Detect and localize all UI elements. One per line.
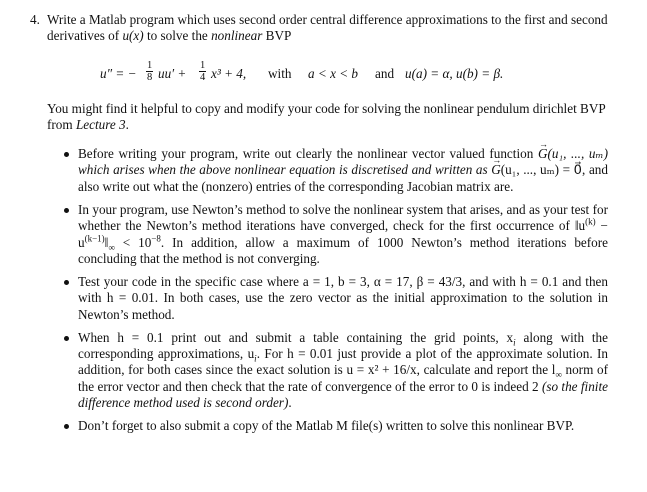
bullet-text: (u₁, ..., uₘ) = 0⃗, and also write out what the (nonzero) entries of the corresponding Jacobian matrix are.: [78, 162, 608, 194]
intro-text-1: Write a Matlab program which uses second order central difference approximations to the first and second derivatives of: [47, 12, 608, 44]
fraction-one-eighth: [146, 60, 153, 83]
intro-variable: u(x): [122, 28, 144, 44]
fraction-numerator: 1: [147, 60, 153, 71]
bullet-text: When h = 0.1 print out and submit a table containing the grid points, x: [78, 329, 514, 345]
bullet-text: ‖: [104, 234, 109, 250]
hint-paragraph: [47, 101, 612, 134]
subscript: ∞: [108, 242, 115, 253]
vector-g: G →: [538, 146, 548, 162]
intro-text-2: to solve the: [143, 28, 212, 44]
list-item: [63, 330, 608, 412]
list-item: [63, 418, 608, 434]
hint-text: You might find it helpful to copy and modify your code for solving the nonlinear pendulum dirichlet BVP from: [47, 101, 606, 133]
bullet-text: < 10: [114, 234, 152, 250]
question-intro: [47, 12, 612, 45]
hint-lecture: Lecture 3: [75, 117, 126, 133]
intro-emphasis: nonlinear: [211, 28, 263, 44]
bullet-emphasis: (so the finite difference method used is second order): [78, 378, 608, 411]
fraction-denominator: 8: [147, 72, 153, 83]
bullet-text: Test your code in the specific case where a = 1, b = 3, α = 17, β = 43/3, and with h = 0.1 and then with h = 0.01. In both cases, use the zero vector as the initial approximation to the solution in Newton’s method.: [78, 273, 608, 322]
vector-g: G →: [491, 162, 501, 178]
bullet-text: − u: [78, 218, 608, 250]
bullet-text: along with the corresponding approximations, u: [78, 329, 608, 361]
bullet-text: In your program, use Newton’s method to solve the nonlinear system that arises, and as your test for whether the Newton’s method iterations have converged, check for the first occurrence of ‖u: [78, 201, 608, 234]
superscript: (k): [585, 216, 596, 227]
bullet-text: norm of the error vector and then check that the rate of convergence of the error to 0 is indeed 2: [78, 362, 608, 394]
bullet-text: Don’t forget to also submit a copy of the Matlab M file(s) written to solve this nonlinear BVP.: [78, 418, 575, 434]
equation-lhs: u″ = −: [100, 66, 137, 81]
equation-with: with: [268, 66, 292, 81]
list-item: [63, 146, 608, 195]
intro-text-3: BVP: [262, 28, 292, 44]
subscript: i: [254, 353, 257, 364]
fraction-numerator: 1: [200, 60, 206, 71]
fraction-one-quarter: [199, 60, 206, 83]
subscript: i: [513, 337, 516, 348]
instruction-list: [63, 146, 608, 441]
subscript: ∞: [555, 370, 562, 381]
superscript: (k−1): [84, 233, 105, 244]
equation-boundary-conditions: u(a) = α, u(b) = β.: [405, 66, 504, 81]
bullet-text: .: [288, 395, 292, 411]
fraction-denominator: 4: [200, 72, 206, 83]
list-item: [63, 274, 608, 323]
bullet-text: . For h = 0.01 just provide a plot of the approximate solution. In addition, for both cases since the exact solution is u = x² + 16/x, calculate and report the l: [78, 345, 608, 378]
equation-range: a < x < b: [308, 66, 359, 81]
bullet-text: Before writing your program, write out clearly the nonlinear vector valued function: [78, 146, 538, 161]
bvp-equation: [100, 58, 620, 90]
equation-and: and: [375, 66, 395, 81]
bullet-text: . In addition, allow a maximum of 1000 Newton’s method iterations before concluding that the method is not converging.: [78, 234, 608, 266]
equation-tail: x³ + 4,: [211, 66, 247, 81]
equation-middle: uu′ +: [158, 66, 187, 81]
list-item: [63, 202, 608, 268]
bullet-text: (u₁, ..., uₘ) which arises when the above nonlinear equation is discretised and written as: [78, 146, 608, 178]
superscript: −8: [151, 233, 161, 244]
question-number: 4.: [30, 12, 40, 27]
hint-end: .: [125, 117, 129, 133]
